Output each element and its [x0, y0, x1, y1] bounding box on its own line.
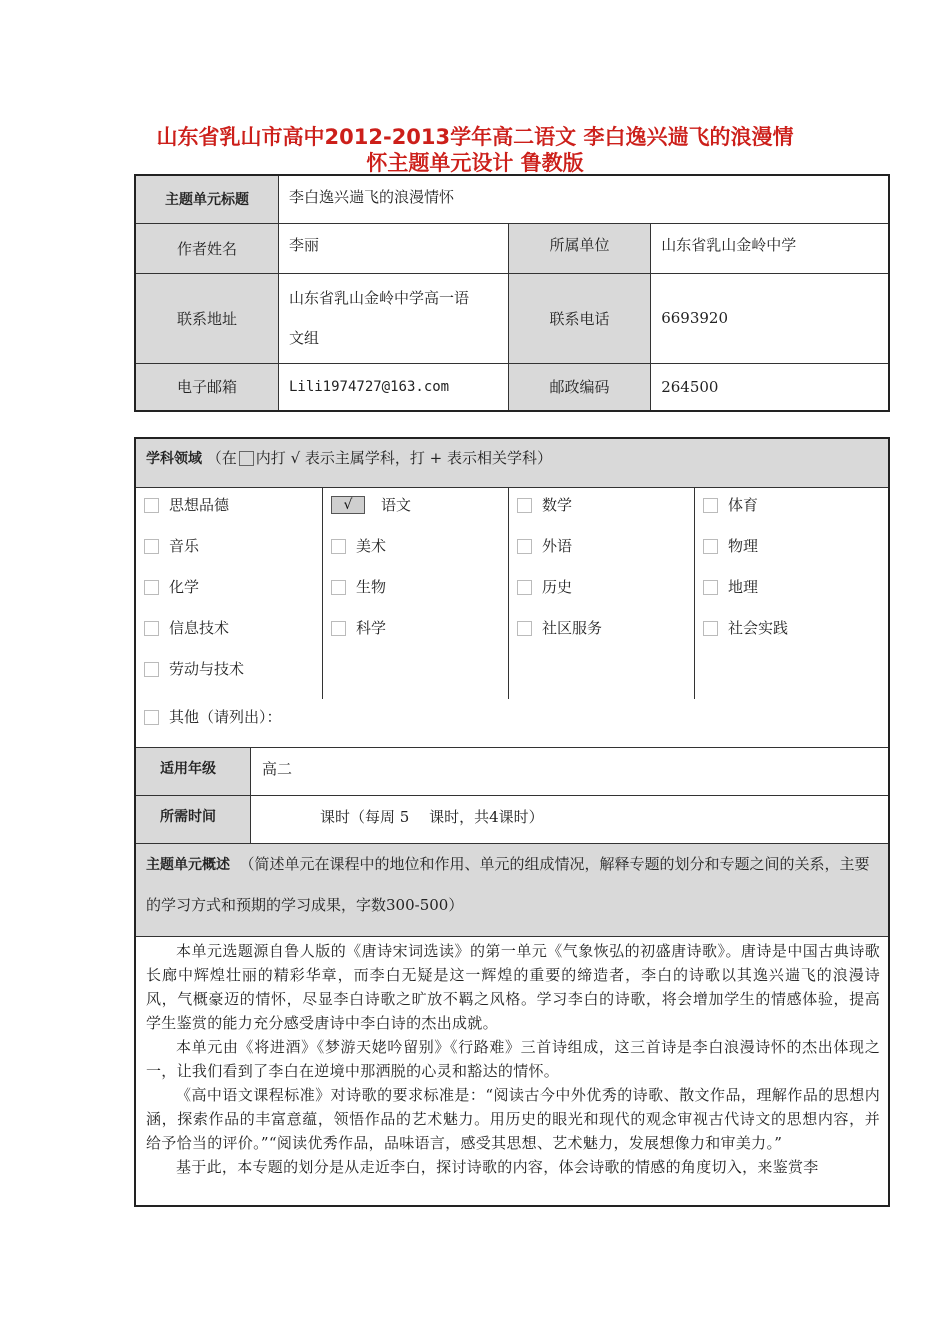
phone-label: 联系电话 [508, 273, 650, 363]
address-value [278, 273, 508, 363]
phone-value: 6693920 [651, 273, 889, 363]
address-label: 联系地址 [135, 273, 278, 363]
subject-item[interactable]: 劳动与技术 [144, 659, 244, 679]
subject-item[interactable]: 物理 [703, 536, 758, 556]
time-label-cell [136, 796, 251, 844]
checkbox-sample-icon [239, 451, 254, 466]
checkbox-icon[interactable] [703, 498, 718, 513]
subject-item[interactable]: 科学 [331, 618, 386, 638]
author-value: 李丽 [278, 223, 508, 273]
subject-item[interactable]: 体育 [703, 495, 758, 515]
grade-label: 适用年级 [160, 761, 216, 777]
checkbox-icon[interactable] [703, 580, 718, 595]
overview-label: 主题单元概述 [146, 857, 230, 873]
unit-value: 山东省乳山金岭中学 [651, 223, 889, 273]
subject-item[interactable]: 社会实践 [703, 618, 788, 638]
subject-item[interactable]: 生物 [331, 577, 386, 597]
time-label: 所需时间 [160, 809, 216, 825]
body-paragraph: 本单元选题源自鲁人版的《唐诗宋词选读》的第一单元《气象恢弘的初盛唐诗歌》。唐诗是中国古典诗歌长廊中辉煌壮丽的精彩华章，而李白无疑是这一辉煌的重要的缔造者，李白的诗歌以其逸兴遄飞的浪漫诗风，气概豪迈的情怀，尽显李白诗歌之旷放不羁之风格。学习李白的诗歌，将会增加学生的情感体验，提高学生鉴赏的能力充分感受唐诗中李白诗的杰出成就。 [146, 942, 880, 1032]
unit-label: 所属单位 [508, 223, 650, 273]
grade-row [136, 747, 888, 796]
topic-value: 李白逸兴遄飞的浪漫情怀 [278, 175, 889, 223]
checkbox-icon[interactable] [703, 539, 718, 554]
subject-header [136, 439, 888, 488]
time-row [136, 795, 888, 844]
body-paragraph: 《高中语文课程标准》对诗歌的要求标准是：“阅读古今中外优秀的诗歌、散文作品，理解作品的思想内涵，探索作品的丰富意蕴，领悟作品的艺术魅力。用历史的眼光和现代的观念审视古代诗文的思想内容，并给予恰当的评价。”“阅读优秀作品，品味语言，感受其思想、艺术魅力，发展想像力和审美力。” [146, 1086, 880, 1152]
checkbox-icon[interactable] [331, 621, 346, 636]
subject-other[interactable]: 其他（请列出）： [144, 707, 282, 727]
email-label: 电子邮箱 [135, 363, 278, 411]
checkbox-checked-icon[interactable]: √ [331, 496, 365, 514]
document-title [120, 124, 830, 176]
checkbox-icon[interactable] [144, 621, 159, 636]
checkbox-icon[interactable] [144, 710, 159, 725]
subject-item[interactable]: 历史 [517, 577, 572, 597]
topic-label: 主题单元标题 [135, 175, 278, 223]
overview-header [136, 843, 888, 937]
subject-col-4 [694, 487, 889, 699]
checkbox-icon[interactable] [517, 498, 532, 513]
subject-col-3 [508, 487, 695, 699]
title-line-2: 怀主题单元设计 鲁教版 [366, 151, 584, 175]
subject-section [134, 437, 890, 1207]
email-value: Lili1974727@163.com [278, 363, 508, 411]
checkbox-icon[interactable] [331, 539, 346, 554]
subject-hint-b: 内打 √ 表示主属学科，打 + 表示相关学科） [255, 449, 552, 467]
subject-item[interactable]: 思想品德 [144, 495, 229, 515]
grade-label-cell [136, 748, 251, 796]
body-paragraph: 基于此，本专题的划分是从走近李白，探讨诗歌的内容，体会诗歌的情感的角度切入，来鉴赏李 [176, 1158, 819, 1176]
overview-body [146, 939, 880, 1179]
time-value: 课时（每周 5 课时，共4课时） [320, 808, 544, 826]
subject-item[interactable]: 地理 [703, 577, 758, 597]
checkbox-icon[interactable] [144, 498, 159, 513]
checkbox-icon[interactable] [144, 539, 159, 554]
checkbox-icon[interactable] [517, 621, 532, 636]
overview-text [146, 844, 880, 925]
subject-item-chinese[interactable]: √ 语文 [331, 495, 411, 515]
checkbox-icon[interactable] [144, 662, 159, 677]
subject-grid [136, 487, 888, 699]
subject-item[interactable]: 社区服务 [517, 618, 602, 638]
author-label: 作者姓名 [135, 223, 278, 273]
subject-item[interactable]: 化学 [144, 577, 199, 597]
subject-col-2 [322, 487, 509, 699]
subject-hint [146, 447, 552, 468]
info-table [134, 174, 890, 412]
checkbox-icon[interactable] [703, 621, 718, 636]
subject-item[interactable]: 音乐 [144, 536, 199, 556]
title-line-1: 山东省乳山市高中2012-2013学年高二语文 李白逸兴遄飞的浪漫情 [156, 125, 794, 149]
subject-label: 学科领域 [146, 451, 202, 467]
postcode-label: 邮政编码 [508, 363, 650, 411]
subject-col-1 [136, 487, 322, 699]
checkbox-icon[interactable] [517, 580, 532, 595]
checkbox-icon[interactable] [517, 539, 532, 554]
body-paragraph: 本单元由《将进酒》《梦游天姥吟留别》《行路难》三首诗组成，这三首诗是李白浪漫诗怀的杰出体现之一，让我们看到了李白在逆境中那洒脱的心灵和豁达的情怀。 [146, 1038, 880, 1080]
postcode-value: 264500 [651, 363, 889, 411]
grade-value: 高二 [262, 760, 293, 778]
address-line-1: 山东省乳山金岭中学高一语 [288, 289, 469, 307]
subject-item[interactable]: 外语 [517, 536, 572, 556]
checkbox-icon[interactable] [144, 580, 159, 595]
subject-hint-a: （在 [206, 449, 237, 467]
subject-item[interactable]: 美术 [331, 536, 386, 556]
overview-hint: （简述单元在课程中的地位和作用、单元的组成情况，解释专题的划分和专题之间的关系，主要的学习方式和预期的学习成果，字数300-500） [146, 855, 870, 914]
checkbox-icon[interactable] [331, 580, 346, 595]
subject-item[interactable]: 信息技术 [144, 618, 229, 638]
subject-item[interactable]: 数学 [517, 495, 572, 515]
address-line-2: 文组 [288, 329, 319, 347]
